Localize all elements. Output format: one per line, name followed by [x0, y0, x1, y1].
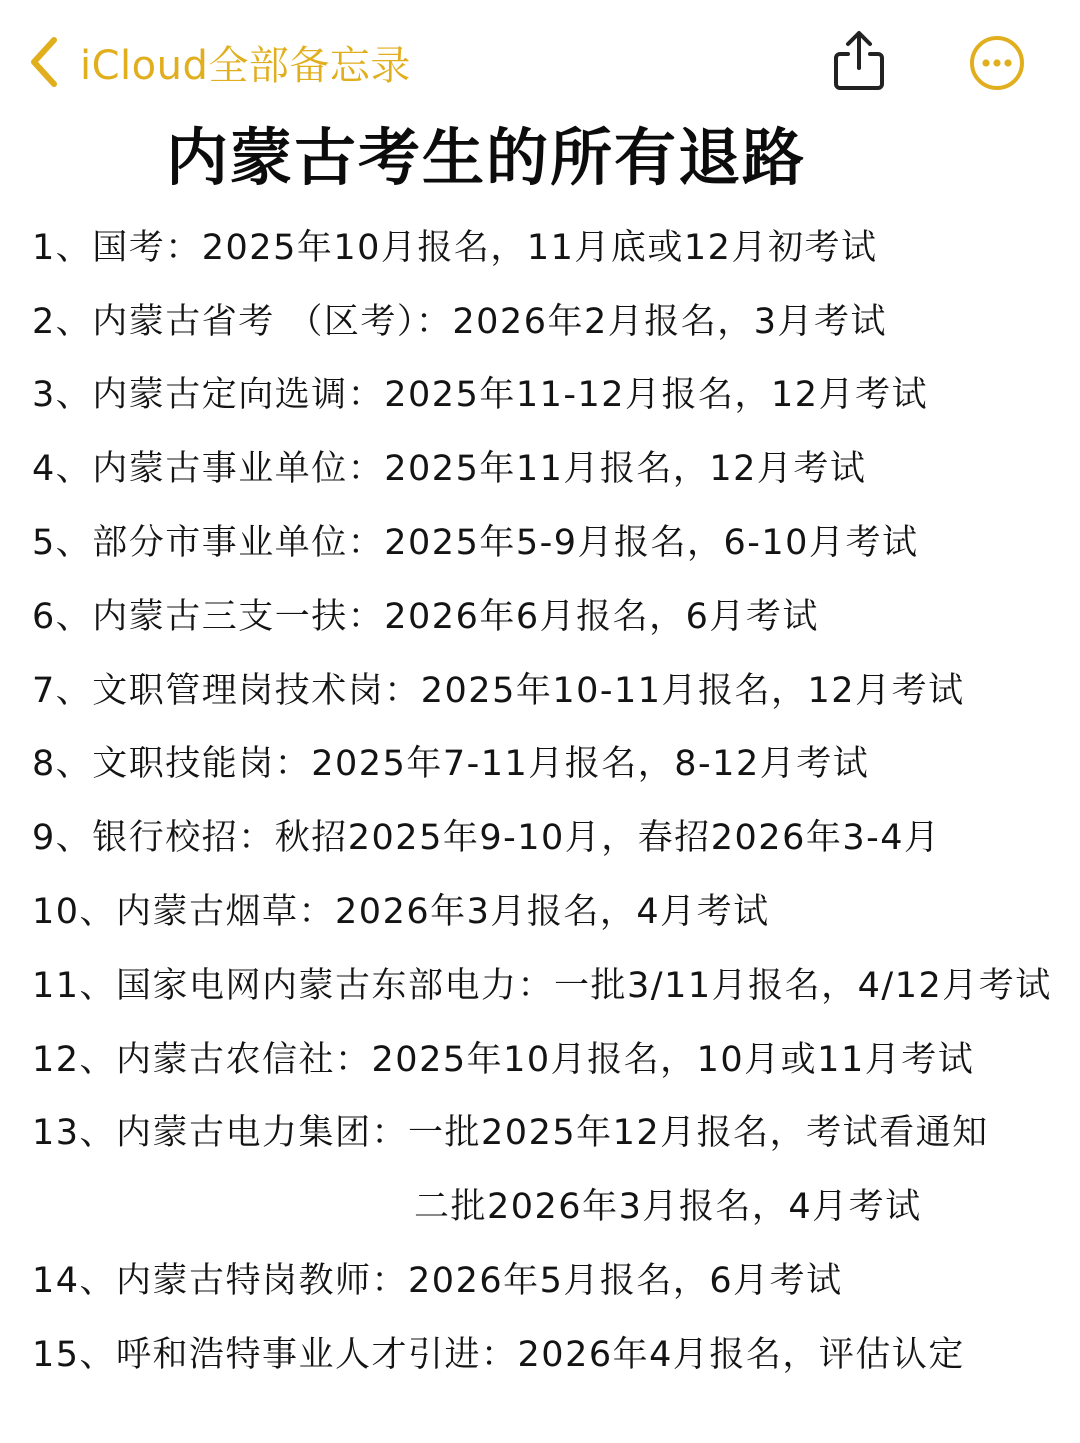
note-title: 内蒙古考生的所有退路	[165, 121, 806, 194]
list-item: 10、内蒙古烟草：2026年3月报名，4月考试	[32, 892, 770, 933]
list-item: 15、呼和浩特事业人才引进：2026年4月报名，评估认定	[32, 1334, 965, 1375]
back-button[interactable]	[28, 34, 411, 90]
list-item: 13、内蒙古电力集团：一批2025年12月报名，考试看通知	[32, 1113, 989, 1154]
chevron-left-icon	[28, 36, 58, 88]
list-item: 8、文职技能岗：2025年7-11月报名，8-12月考试	[32, 744, 870, 785]
list-item: 7、文职管理岗技术岗：2025年10-11月报名，12月考试	[32, 670, 965, 711]
list-item: 9、银行校招：秋招2025年9-10月，春招2026年3-4月	[32, 818, 941, 859]
share-button[interactable]	[830, 28, 888, 94]
list-item: 11、国家电网内蒙古东部电力：一批3/11月报名，4/12月考试	[32, 965, 1052, 1006]
list-item: 3、内蒙古定向选调：2025年11-12月报名，12月考试	[32, 375, 929, 416]
list-item: 1、国考：2025年10月报名，11月底或12月初考试	[32, 227, 878, 268]
share-icon	[830, 79, 888, 98]
more-icon	[968, 77, 1026, 96]
nav-bar	[0, 0, 1080, 120]
list-item: 14、内蒙古特岗教师：2026年5月报名，6月考试	[32, 1261, 843, 1302]
list-item: 6、内蒙古三支一扶：2026年6月报名，6月考试	[32, 596, 819, 637]
list-item: 2、内蒙古省考 （区考）：2026年2月报名，3月考试	[32, 301, 888, 342]
list-item: 5、部分市事业单位：2025年5-9月报名，6-10月考试	[32, 523, 919, 564]
back-label: iCloud全部备忘录	[80, 42, 411, 89]
note-list	[32, 208, 1072, 1389]
list-item: 4、内蒙古事业单位：2025年11月报名，12月考试	[32, 449, 867, 490]
more-button[interactable]	[968, 34, 1026, 92]
list-item-continuation: 二批2026年3月报名，4月考试	[414, 1187, 922, 1228]
list-item: 12、内蒙古农信社：2025年10月报名，10月或11月考试	[32, 1039, 975, 1080]
